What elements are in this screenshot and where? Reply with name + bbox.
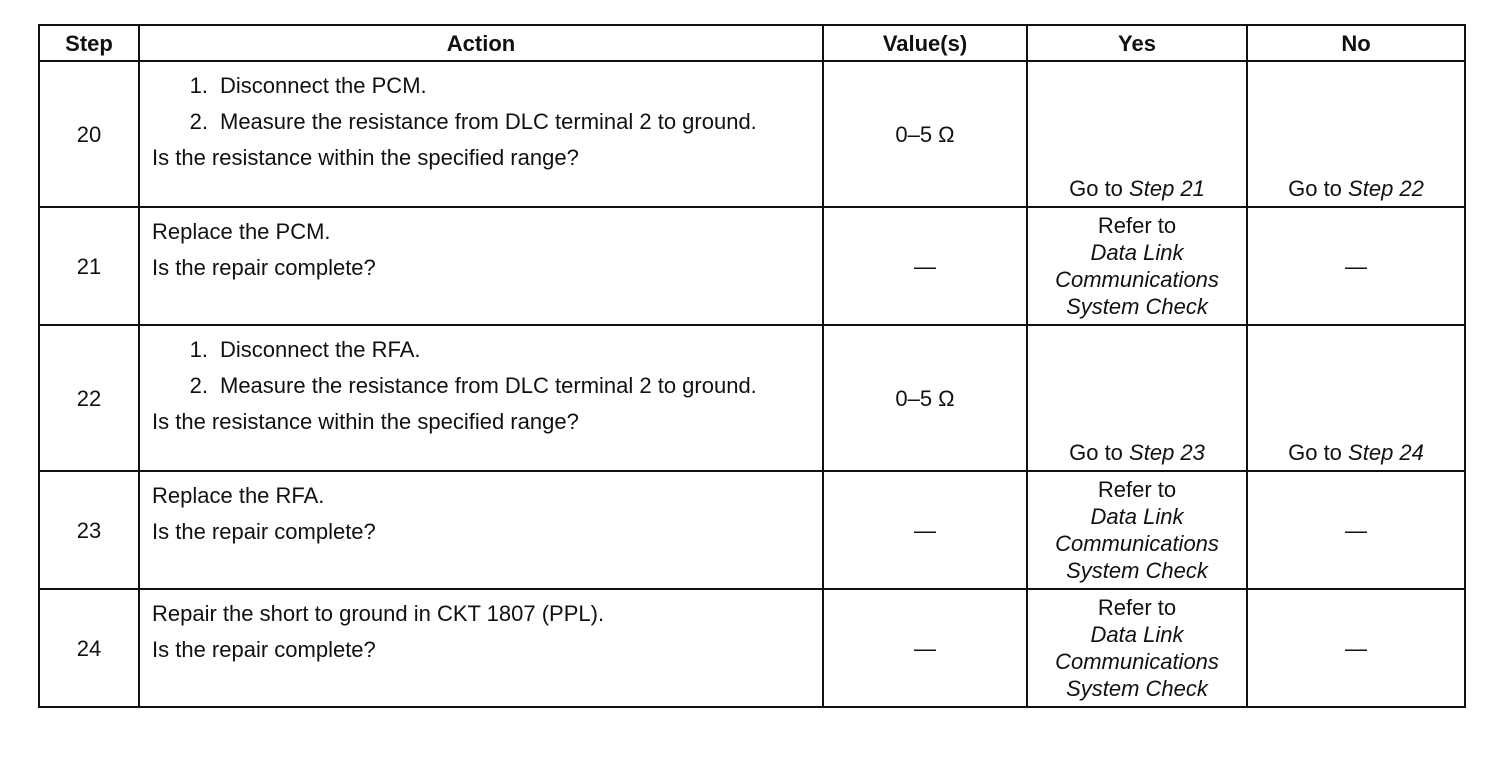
action-question: Is the repair complete? (152, 637, 376, 662)
refer-to-text: Refer to (1097, 213, 1177, 238)
step-number: 22 (39, 325, 139, 471)
yes-cell (1027, 207, 1247, 325)
step-text: Measure the resistance from DLC terminal 2 to ground. (220, 109, 757, 134)
value-cell: 0–5 Ω (823, 61, 1027, 207)
yes-cell (1027, 325, 1247, 471)
reference-title-line: Data Link (1090, 622, 1184, 647)
step-reference: Step 22 (1348, 176, 1424, 201)
yes-cell (1027, 471, 1247, 589)
action-steps (152, 72, 812, 135)
step-index: 1. (189, 337, 208, 362)
value-cell: 0–5 Ω (823, 325, 1027, 471)
step-number: 21 (39, 207, 139, 325)
header-row (39, 25, 1465, 61)
no-cell: — (1247, 589, 1465, 707)
action-question: Is the resistance within the specified range? (152, 145, 579, 170)
table-row (39, 207, 1465, 325)
table-row (39, 589, 1465, 707)
step-text: Disconnect the RFA. (220, 337, 421, 362)
value-cell: — (823, 471, 1027, 589)
action-instruction: Replace the RFA. (152, 483, 325, 508)
yes-cell (1027, 61, 1247, 207)
step-number: 23 (39, 471, 139, 589)
action-question: Is the repair complete? (152, 255, 376, 280)
goto-prefix: Go to (1288, 440, 1342, 465)
header-yes: Yes (1027, 25, 1247, 61)
action-instruction: Replace the PCM. (152, 219, 331, 244)
refer-to-text: Refer to (1097, 595, 1177, 620)
step-text: Measure the resistance from DLC terminal 2 to ground. (220, 373, 757, 398)
action-cell (139, 325, 823, 471)
reference-title-line: Communications (1055, 267, 1219, 292)
action-cell (139, 207, 823, 325)
diagnostic-table (38, 24, 1466, 708)
goto-prefix: Go to (1069, 440, 1123, 465)
value-cell: — (823, 207, 1027, 325)
header-step: Step (39, 25, 139, 61)
reference-title-line: Communications (1055, 649, 1219, 674)
step-reference: Step 21 (1129, 176, 1205, 201)
step-text: Disconnect the PCM. (220, 73, 427, 98)
action-steps (152, 336, 812, 399)
refer-to-text: Refer to (1097, 477, 1177, 502)
reference-title-line: System Check (1066, 294, 1208, 319)
step-number: 20 (39, 61, 139, 207)
action-cell (139, 471, 823, 589)
action-step (152, 372, 812, 399)
goto-prefix: Go to (1069, 176, 1123, 201)
reference-title-line: System Check (1066, 558, 1208, 583)
action-cell (139, 589, 823, 707)
value-cell: — (823, 589, 1027, 707)
reference-title-line: System Check (1066, 676, 1208, 701)
action-cell (139, 61, 823, 207)
step-index: 2. (189, 109, 208, 134)
action-step (152, 108, 812, 135)
table-row (39, 471, 1465, 589)
no-cell: — (1247, 471, 1465, 589)
goto-prefix: Go to (1288, 176, 1342, 201)
reference-title-line: Data Link (1090, 240, 1184, 265)
action-step (152, 336, 812, 363)
step-index: 2. (189, 373, 208, 398)
step-index: 1. (189, 73, 208, 98)
no-cell (1247, 61, 1465, 207)
header-values: Value(s) (823, 25, 1027, 61)
reference-title-line: Data Link (1090, 504, 1184, 529)
step-reference: Step 23 (1129, 440, 1205, 465)
action-step (152, 72, 812, 99)
table-row (39, 61, 1465, 207)
table-row (39, 325, 1465, 471)
header-action: Action (139, 25, 823, 61)
header-no: No (1247, 25, 1465, 61)
reference-title-line: Communications (1055, 531, 1219, 556)
step-reference: Step 24 (1348, 440, 1424, 465)
action-question: Is the repair complete? (152, 519, 376, 544)
step-number: 24 (39, 589, 139, 707)
no-cell (1247, 325, 1465, 471)
action-instruction: Repair the short to ground in CKT 1807 (PPL). (152, 601, 605, 626)
action-question: Is the resistance within the specified range? (152, 409, 579, 434)
no-cell: — (1247, 207, 1465, 325)
yes-cell (1027, 589, 1247, 707)
